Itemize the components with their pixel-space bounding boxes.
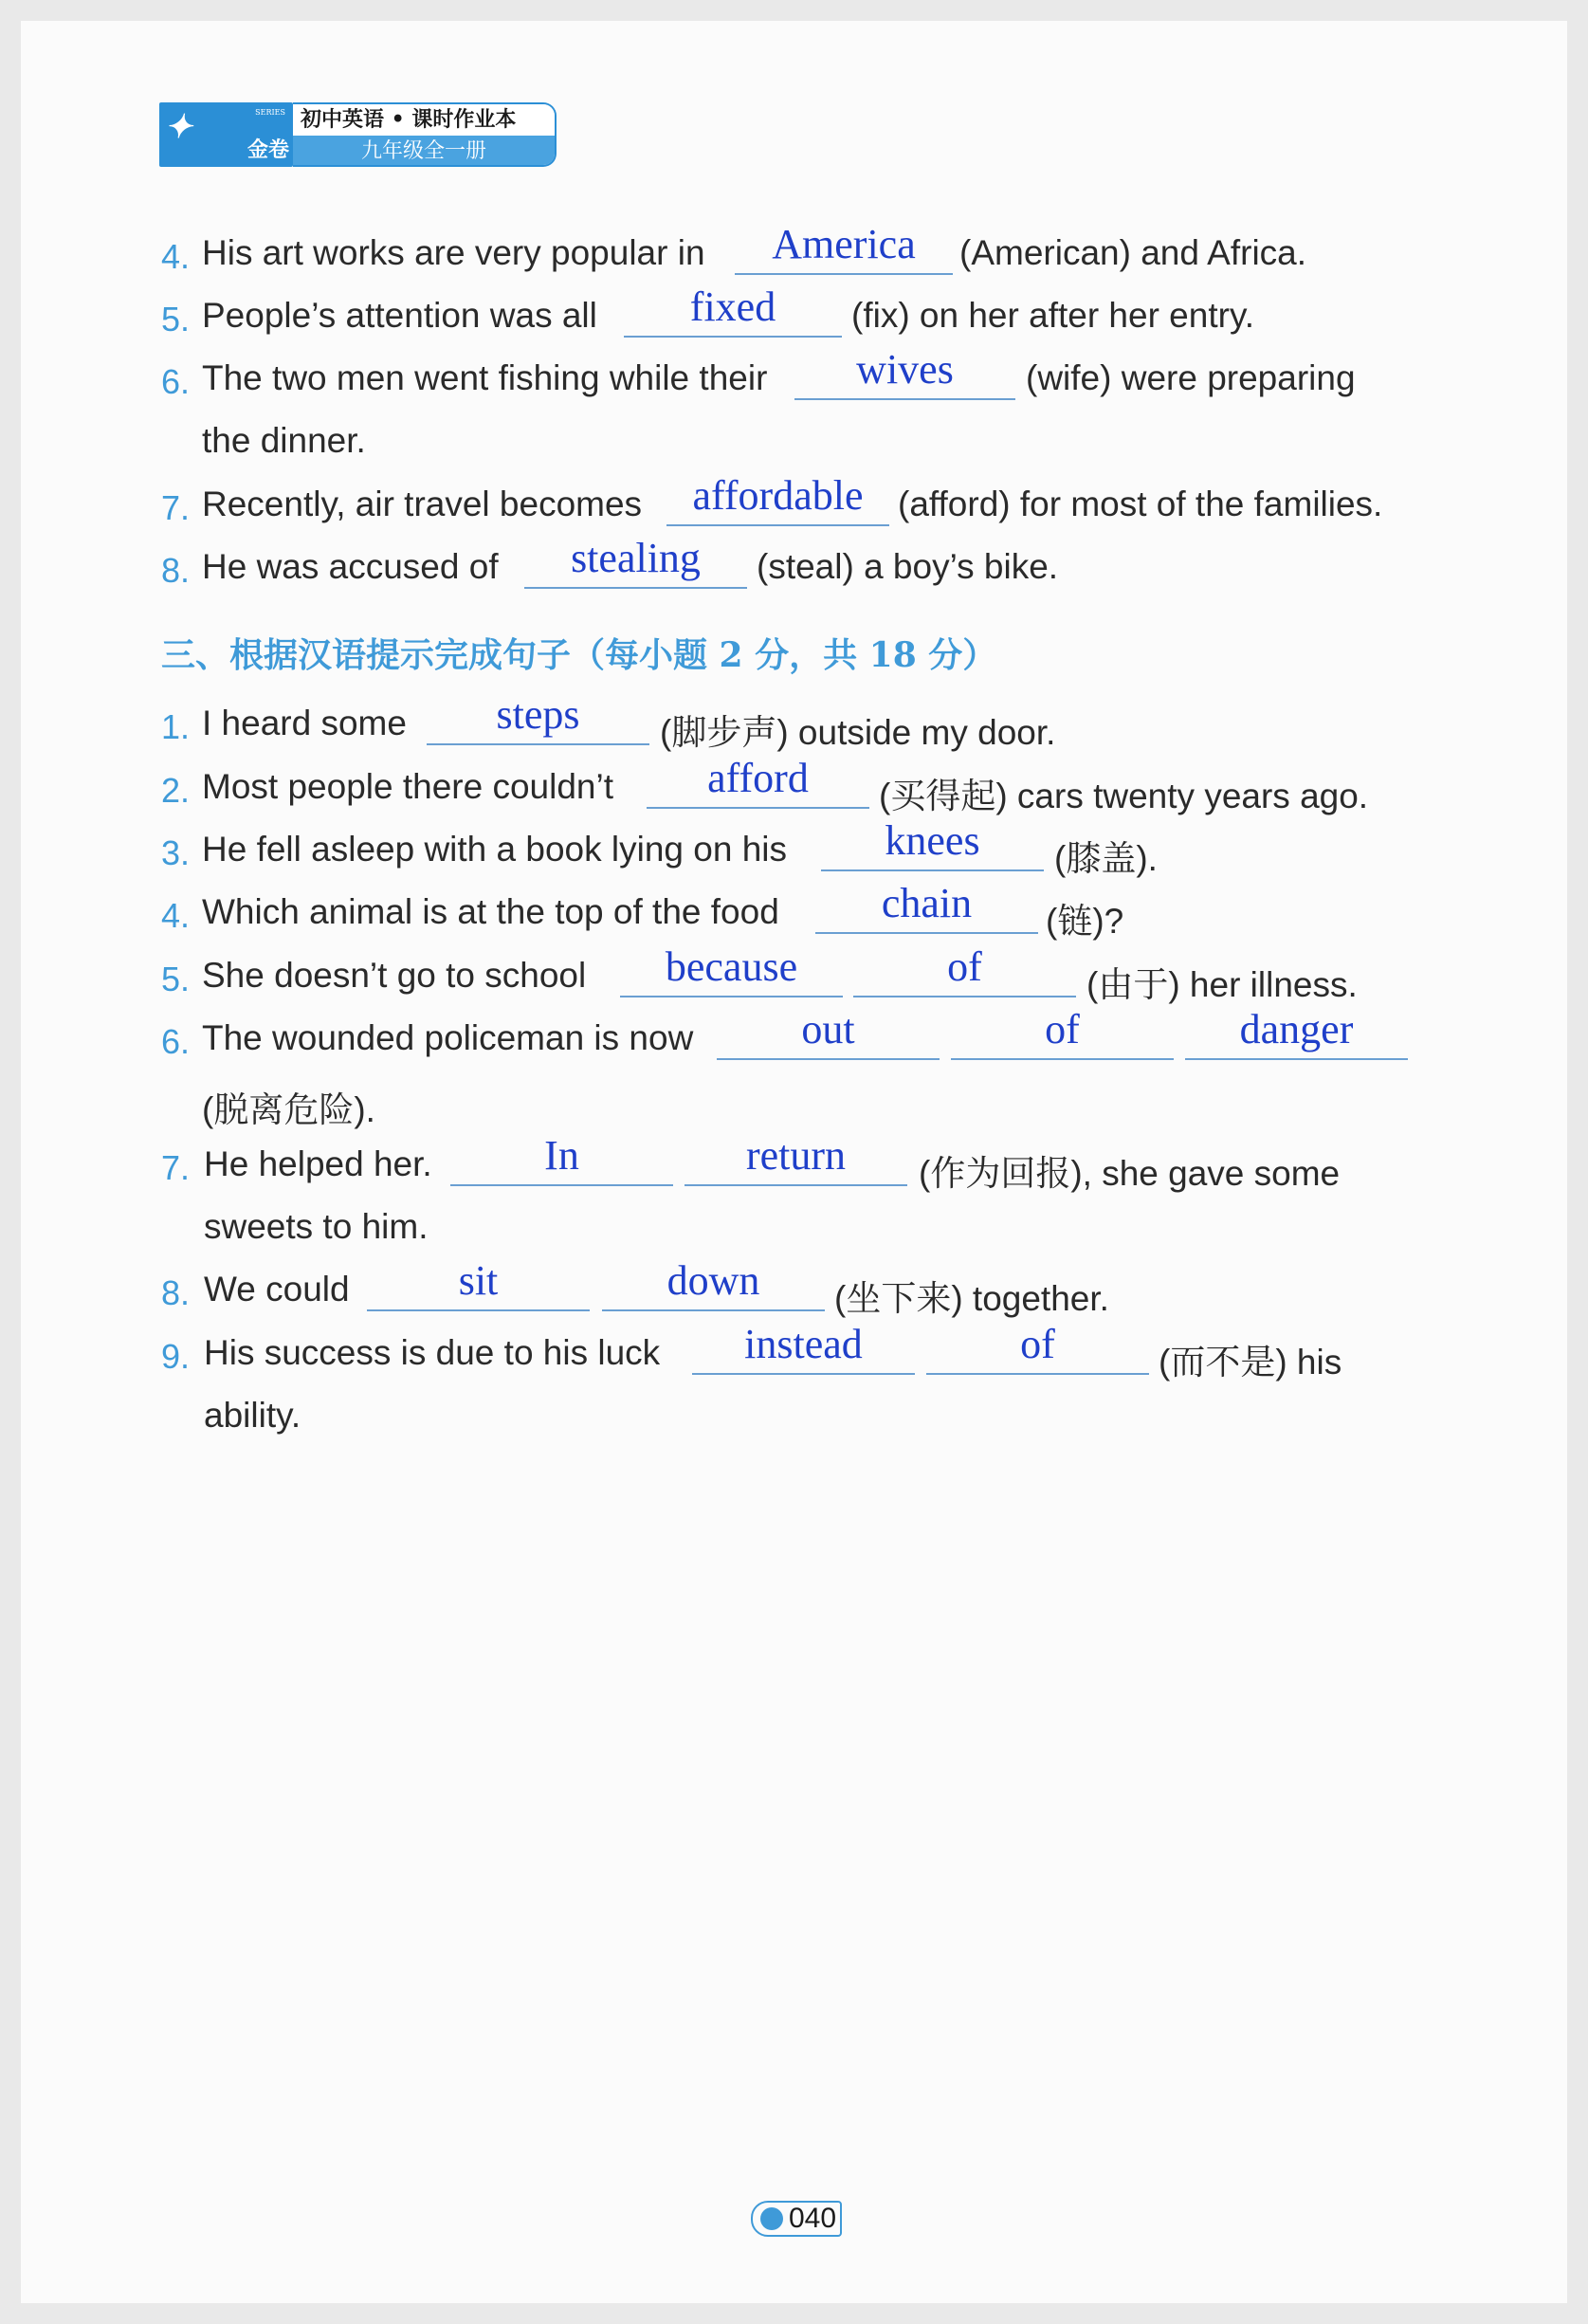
book-header <box>159 102 557 167</box>
answer-blank[interactable]: because <box>620 942 843 997</box>
part3-item <box>0 942 1588 1009</box>
part2-item <box>0 345 1588 412</box>
prompt-text: His success is due to his luck <box>204 1333 661 1372</box>
prompt-text: She doesn’t go to school <box>202 956 587 995</box>
prompt-text: People’s attention was all <box>202 296 597 335</box>
series-title-box <box>293 102 557 167</box>
item-number: 7. <box>161 488 191 527</box>
item-number: 4. <box>161 237 191 276</box>
hint-text: (wife) were preparing <box>1026 358 1356 397</box>
prompt-text: He fell asleep with a book lying on his <box>202 830 788 869</box>
part2-item <box>0 534 1588 600</box>
part2-item <box>0 220 1588 286</box>
part3-item <box>0 1131 1588 1198</box>
hint-text: (脚步声) outside my door. <box>660 713 1056 752</box>
prompt-text: He helped her. <box>204 1144 432 1183</box>
prompt-text: The two men went fishing while their <box>202 358 768 397</box>
hint-text: (由于) her illness. <box>1086 965 1358 1004</box>
answer-blank[interactable]: wives <box>794 345 1015 400</box>
part3-item <box>0 816 1588 883</box>
continuation-text: ability. <box>204 1396 301 1435</box>
hint-text: (买得起) cars twenty years ago. <box>879 777 1369 815</box>
hint-text: (作为回报), she gave some <box>919 1154 1341 1193</box>
part3-item <box>0 1005 1588 1071</box>
part2-item <box>0 471 1588 538</box>
prompt-text: His art works are very popular in <box>202 233 705 272</box>
item-number: 8. <box>161 1273 191 1312</box>
answer-blank[interactable]: down <box>602 1256 825 1311</box>
prompt-text: I heard some <box>202 704 407 742</box>
hint-text: (steal) a boy’s bike. <box>757 547 1059 586</box>
hint-text: (afford) for most of the families. <box>898 485 1383 523</box>
answer-blank[interactable]: return <box>684 1131 907 1186</box>
part3-item-continuation <box>0 1068 1588 1134</box>
item-number: 9. <box>161 1337 191 1376</box>
prompt-text: Which animal is at the top of the food <box>202 892 779 931</box>
part2-item-continuation <box>0 408 1588 474</box>
logo-small-print: SERIES <box>255 108 285 117</box>
item-number: 1. <box>161 707 191 746</box>
part3-item-continuation <box>0 1382 1588 1449</box>
logo-mark-icon: ✦ <box>165 108 192 146</box>
item-number: 4. <box>161 896 191 935</box>
part3-item-continuation <box>0 1194 1588 1260</box>
answer-blank[interactable]: of <box>853 942 1076 997</box>
logo-text: 金卷 <box>246 137 289 162</box>
prompt-text: He was accused of <box>202 547 499 586</box>
answer-blank[interactable]: knees <box>821 816 1044 871</box>
item-number: 7. <box>161 1148 191 1187</box>
page-number: 040 <box>789 2203 837 2234</box>
item-number: 3. <box>161 833 191 872</box>
part3-item <box>0 879 1588 945</box>
hint-text: (American) and Africa. <box>959 233 1307 272</box>
page-number-badge <box>751 2201 842 2237</box>
answer-blank[interactable]: In <box>450 1131 673 1186</box>
answer-blank[interactable]: afford <box>647 754 869 809</box>
hint-text: (而不是) his <box>1159 1343 1342 1382</box>
item-number: 2. <box>161 771 191 810</box>
item-number: 6. <box>161 362 191 401</box>
continuation-text: the dinner. <box>202 421 366 460</box>
answer-blank[interactable]: stealing <box>524 534 747 589</box>
hint-text: (膝盖). <box>1054 839 1158 878</box>
bullet-dot-icon <box>760 2207 783 2230</box>
part3-item <box>0 690 1588 757</box>
hint-text: (fix) on her after her entry. <box>851 296 1254 335</box>
prompt-text: The wounded policeman is now <box>202 1018 694 1057</box>
series-title: 初中英语 • 课时作业本 <box>293 104 555 136</box>
item-number: 6. <box>161 1022 191 1061</box>
grade-label: 九年级全一册 <box>293 136 555 165</box>
item-number: 8. <box>161 551 191 590</box>
continuation-text: sweets to him. <box>204 1207 429 1246</box>
hint-text: (链)? <box>1046 902 1124 941</box>
answer-blank[interactable]: affordable <box>666 471 889 526</box>
prompt-text: Most people there couldn’t <box>202 767 613 806</box>
part3-item <box>0 1256 1588 1323</box>
answer-blank[interactable]: of <box>951 1005 1174 1060</box>
prompt-text: We could <box>204 1270 350 1308</box>
answer-blank[interactable]: instead <box>692 1320 915 1375</box>
answer-blank[interactable]: America <box>735 220 953 275</box>
part3-item <box>0 754 1588 820</box>
prompt-text: Recently, air travel becomes <box>202 485 643 523</box>
answer-blank[interactable]: fixed <box>624 283 842 338</box>
answer-blank[interactable]: of <box>926 1320 1149 1375</box>
answer-blank[interactable]: out <box>717 1005 940 1060</box>
part2-item <box>0 283 1588 349</box>
answer-blank[interactable]: sit <box>367 1256 590 1311</box>
continuation-text: (脱离危险). <box>202 1090 375 1129</box>
hint-text: (坐下来) together. <box>834 1279 1109 1318</box>
item-number: 5. <box>161 960 191 998</box>
part3-item <box>0 1320 1588 1386</box>
answer-blank[interactable]: chain <box>815 879 1038 934</box>
publisher-logo <box>159 102 293 167</box>
item-number: 5. <box>161 300 191 339</box>
answer-blank[interactable]: danger <box>1185 1005 1408 1060</box>
section3-title: 三、根据汉语提示完成句子（每小题 2 分，共 18 分） <box>161 635 997 675</box>
answer-blank[interactable]: steps <box>427 690 649 745</box>
